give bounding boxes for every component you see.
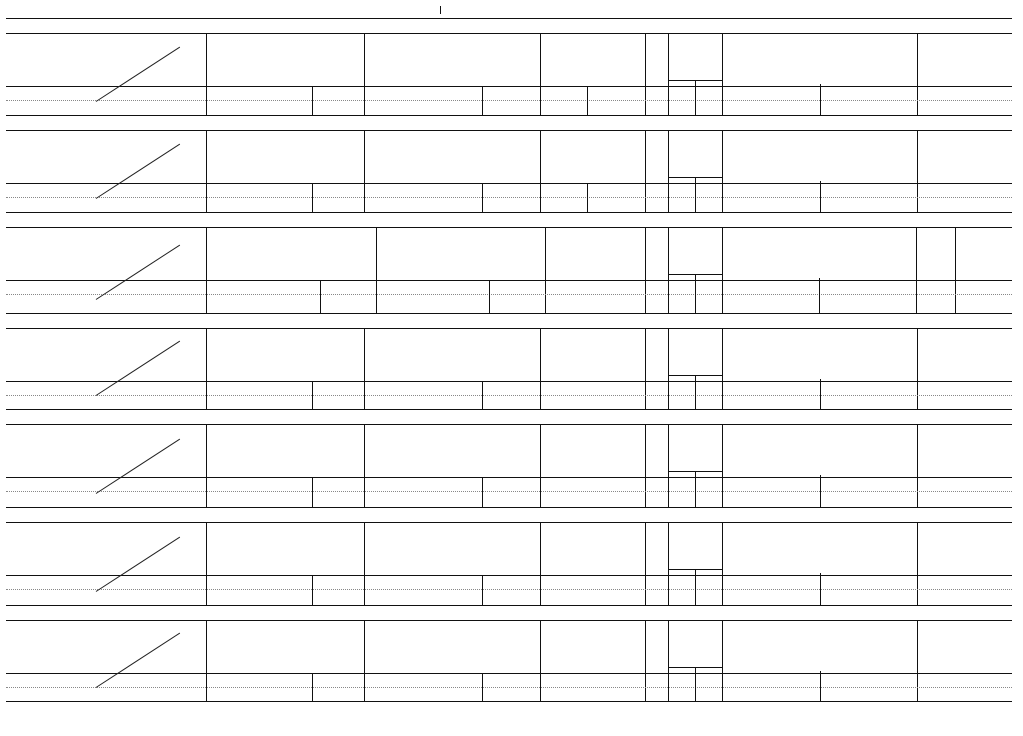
column-divider — [645, 34, 646, 115]
entry-row-line — [6, 395, 1012, 396]
column-divider — [364, 131, 365, 212]
subcolumn-divider — [312, 575, 313, 605]
section-b7 — [6, 116, 1012, 213]
header-rule — [206, 86, 1012, 87]
section-table — [6, 131, 1012, 212]
column-divider — [722, 621, 723, 701]
medal-subdivider — [820, 573, 821, 605]
section-b11 — [6, 508, 1012, 606]
sense-subdivider — [695, 375, 696, 409]
header-rule — [206, 673, 1012, 674]
header-rule-name — [6, 381, 206, 382]
entry-row-line — [6, 687, 1012, 688]
questionnaire-form — [6, 18, 1012, 702]
handwritten-stroke — [96, 47, 180, 102]
column-divider — [206, 523, 207, 605]
subcolumn-divider — [312, 381, 313, 409]
subcolumn-divider — [482, 183, 483, 212]
header-rule — [206, 183, 1012, 184]
column-divider — [668, 329, 669, 409]
section-title-bar — [6, 508, 1012, 523]
entry-row-line — [6, 197, 1012, 198]
subcolumn-divider — [482, 86, 483, 115]
column-divider — [206, 228, 207, 313]
subcolumn-divider — [489, 280, 490, 313]
subcolumn-divider — [312, 477, 313, 507]
column-divider — [540, 425, 541, 507]
entry-row-line — [6, 589, 1012, 590]
section-title-bar — [6, 116, 1012, 131]
section-table — [6, 228, 1012, 313]
section-b6 — [6, 19, 1012, 116]
subcolumn-divider — [312, 673, 313, 701]
column-divider — [722, 523, 723, 605]
column-divider — [540, 621, 541, 701]
medal-subdivider — [820, 671, 821, 701]
column-divider — [722, 425, 723, 507]
column-divider — [668, 523, 669, 605]
subcolumn-divider — [482, 381, 483, 409]
column-divider — [916, 228, 917, 313]
section-table — [6, 329, 1012, 409]
sense-subdivider — [695, 177, 696, 212]
column-divider — [364, 523, 365, 605]
subcolumn-divider — [482, 575, 483, 605]
header-rule — [206, 381, 1012, 382]
column-divider — [917, 523, 918, 605]
section-title-bar — [6, 410, 1012, 425]
handwritten-stroke — [96, 537, 180, 592]
column-divider — [206, 621, 207, 701]
column-divider — [917, 621, 918, 701]
column-divider — [540, 523, 541, 605]
handwritten-stroke — [96, 144, 180, 199]
column-divider — [668, 425, 669, 507]
column-divider — [645, 329, 646, 409]
subcolumn-divider — [320, 280, 321, 313]
column-divider — [955, 228, 956, 313]
column-divider — [645, 621, 646, 701]
header-rule-name — [6, 673, 206, 674]
subcolumn-divider — [482, 673, 483, 701]
header-rule-name — [6, 477, 206, 478]
sense-subdivider — [695, 80, 696, 115]
column-divider — [645, 131, 646, 212]
middle-subdivider — [587, 86, 588, 115]
column-divider — [917, 34, 918, 115]
column-divider — [545, 228, 546, 313]
medal-subdivider — [820, 475, 821, 507]
column-divider — [206, 425, 207, 507]
sense-subdivider — [695, 569, 696, 605]
column-divider — [206, 131, 207, 212]
section-title-bar — [6, 19, 1012, 34]
medal-subdivider — [820, 379, 821, 409]
header-rule — [206, 477, 1012, 478]
column-divider — [722, 34, 723, 115]
registration-mark — [440, 6, 441, 14]
subcolumn-divider — [312, 86, 313, 115]
column-divider — [917, 425, 918, 507]
handwritten-stroke — [96, 633, 180, 688]
column-divider — [206, 329, 207, 409]
column-divider — [540, 34, 541, 115]
header-rule — [206, 575, 1012, 576]
subcolumn-divider — [482, 477, 483, 507]
header-rule — [206, 280, 1012, 281]
medal-subdivider — [820, 84, 821, 115]
column-divider — [364, 34, 365, 115]
medal-subdivider — [820, 181, 821, 212]
column-divider — [722, 131, 723, 212]
column-divider — [722, 228, 723, 313]
column-divider — [668, 228, 669, 313]
column-divider — [645, 425, 646, 507]
header-rule-name — [6, 280, 206, 281]
section-b8 — [6, 213, 1012, 314]
subcolumn-divider — [312, 183, 313, 212]
column-divider — [722, 329, 723, 409]
section-b12 — [6, 606, 1012, 702]
header-rule-name — [6, 575, 206, 576]
column-divider — [376, 228, 377, 313]
middle-subdivider — [587, 183, 588, 212]
entry-row-line — [6, 100, 1012, 101]
column-divider — [206, 34, 207, 115]
column-divider — [540, 131, 541, 212]
section-b10 — [6, 410, 1012, 508]
column-divider — [668, 34, 669, 115]
sense-subdivider — [695, 274, 696, 313]
section-table — [6, 621, 1012, 701]
section-title-bar — [6, 606, 1012, 621]
section-table — [6, 34, 1012, 115]
section-title-bar — [6, 213, 1012, 228]
column-divider — [917, 131, 918, 212]
column-divider — [668, 621, 669, 701]
column-divider — [540, 329, 541, 409]
column-divider — [917, 329, 918, 409]
section-table — [6, 523, 1012, 605]
entry-row-line — [6, 491, 1012, 492]
header-rule-name — [6, 183, 206, 184]
header-rule-name — [6, 86, 206, 87]
handwritten-stroke — [96, 245, 180, 300]
section-title-bar — [6, 314, 1012, 329]
column-divider — [645, 228, 646, 313]
section-b9 — [6, 314, 1012, 410]
section-table — [6, 425, 1012, 507]
handwritten-stroke — [96, 439, 180, 494]
sense-subdivider — [695, 667, 696, 701]
handwritten-stroke — [96, 341, 180, 396]
column-divider — [645, 523, 646, 605]
entry-row-line — [6, 294, 1012, 295]
column-divider — [364, 329, 365, 409]
column-divider — [668, 131, 669, 212]
column-divider — [364, 425, 365, 507]
sense-subdivider — [695, 471, 696, 507]
medal-subdivider — [819, 278, 820, 313]
column-divider — [364, 621, 365, 701]
